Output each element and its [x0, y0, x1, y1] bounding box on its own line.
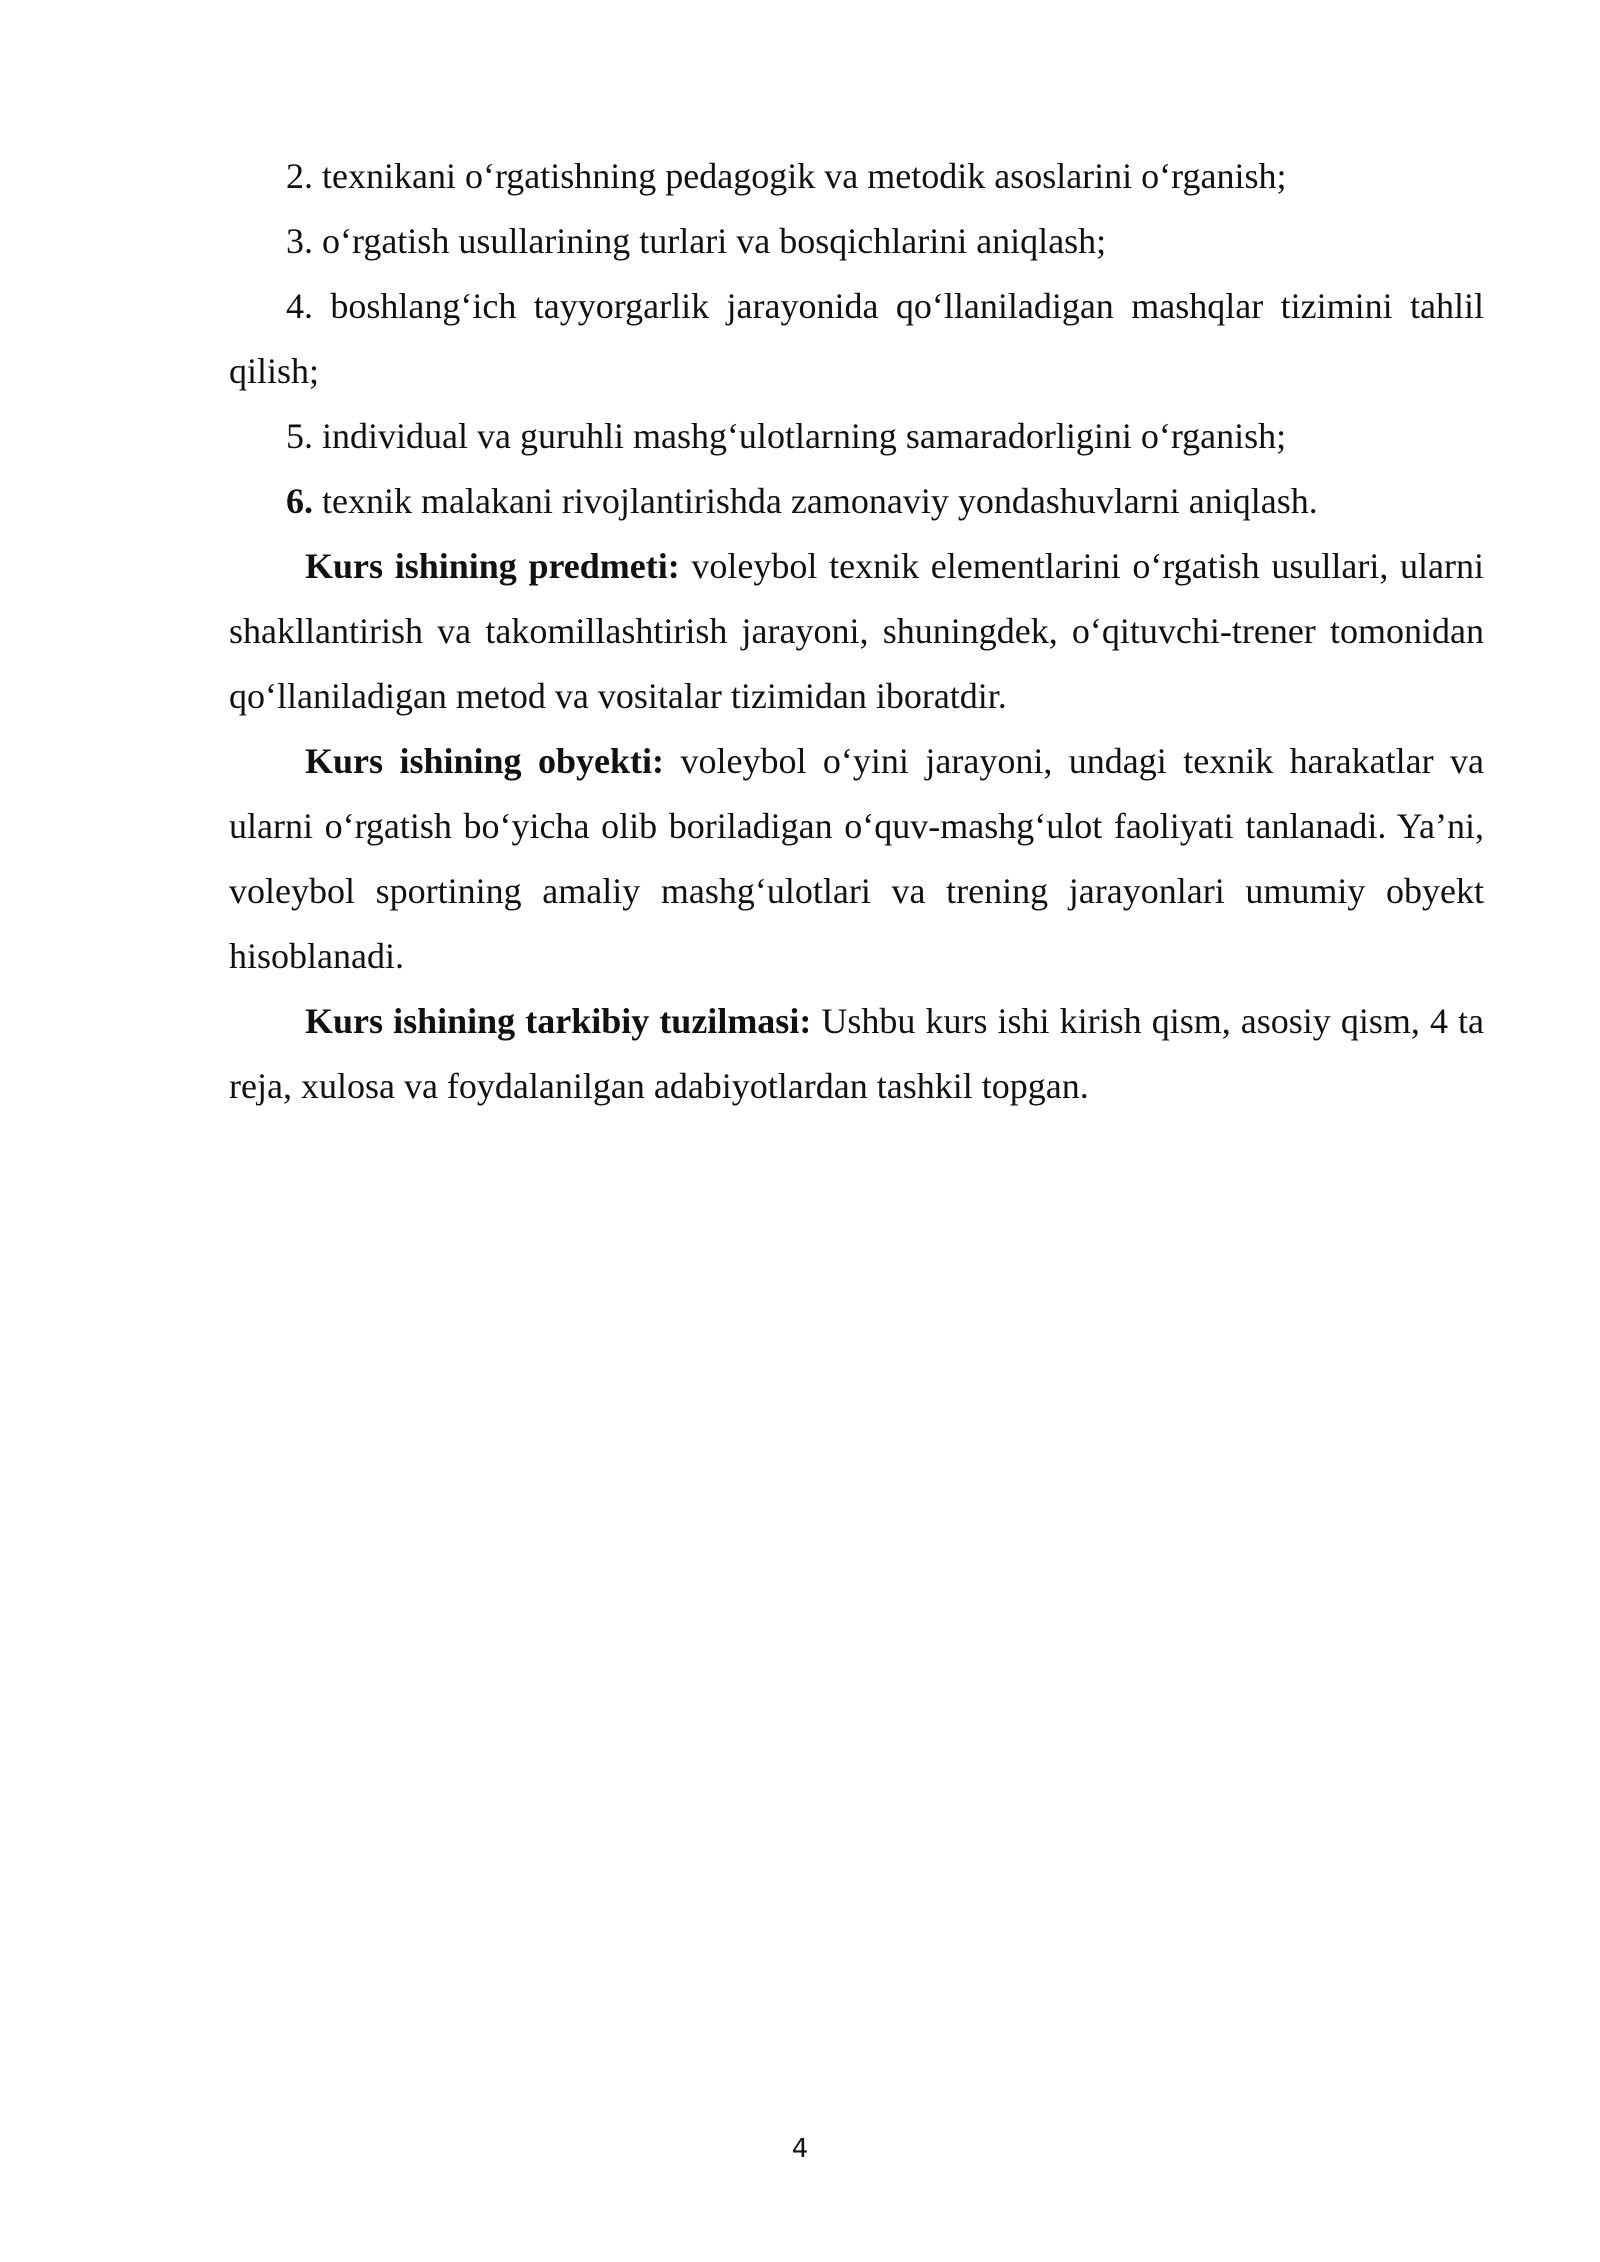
list-item-6-number: 6.	[286, 481, 313, 521]
list-item-2: 2. texnikani o‘rgatishning pedagogik va metodik asoslarini o‘rganish;	[286, 156, 1287, 196]
list-item-6	[229, 469, 1484, 534]
list-item-5: 5. individual va guruhli mashg‘ulotlarning samaradorligini o‘rganish;	[286, 416, 1287, 456]
list-item-4: 4. boshlang‘ich tayyorgarlik jarayonida qo‘llaniladigan mashqlar tizimini tahlil qilish;	[229, 286, 1484, 391]
paragraph-obyekt	[229, 729, 1484, 989]
paragraph-tuzilma-heading: Kurs ishining tarkibiy tuzilmasi:	[305, 1001, 812, 1041]
page-number: 4	[791, 2134, 809, 2164]
paragraph-obyekt-heading: Kurs ishining obyekti:	[305, 741, 665, 781]
paragraph-tuzilma	[229, 989, 1484, 1119]
paragraph-predmet-text: voleybol texnik elementlarini o‘rgatish usullari, ularni shakllantirish va takomillashtirish jarayoni, shuningdek, o‘qituvchi-trener tomonidan qo‘llaniladigan metod va vositalar tizimidan iboratdir.	[229, 546, 1484, 716]
paragraph-predmet	[229, 534, 1484, 729]
list-item-6-text: texnik malakani rivojlantirishda zamonaviy yondashuvlarni aniqlash.	[313, 481, 1318, 521]
paragraph-tuzilma-text: Ushbu kurs ishi kirish qism, asosiy qism, 4 ta reja, xulosa va foydalanilgan adabiyotlardan tashkil topgan.	[229, 1001, 1484, 1106]
paragraph-obyekt-text: voleybol o‘yini jarayoni, undagi texnik harakatlar va ularni o‘rgatish bo‘yicha olib boriladigan o‘quv-mashg‘ulot faoliyati tanlanadi. Ya’ni, voleybol sportining amaliy mashg‘ulotlari va trening jarayonlari umumiy obyekt hisoblanadi.	[229, 741, 1484, 976]
list-item-3: 3. o‘rgatish usullarining turlari va bosqichlarini aniqlash;	[286, 221, 1107, 261]
document-body	[229, 144, 1484, 1119]
paragraph-predmet-heading: Kurs ishining predmeti:	[305, 546, 680, 586]
